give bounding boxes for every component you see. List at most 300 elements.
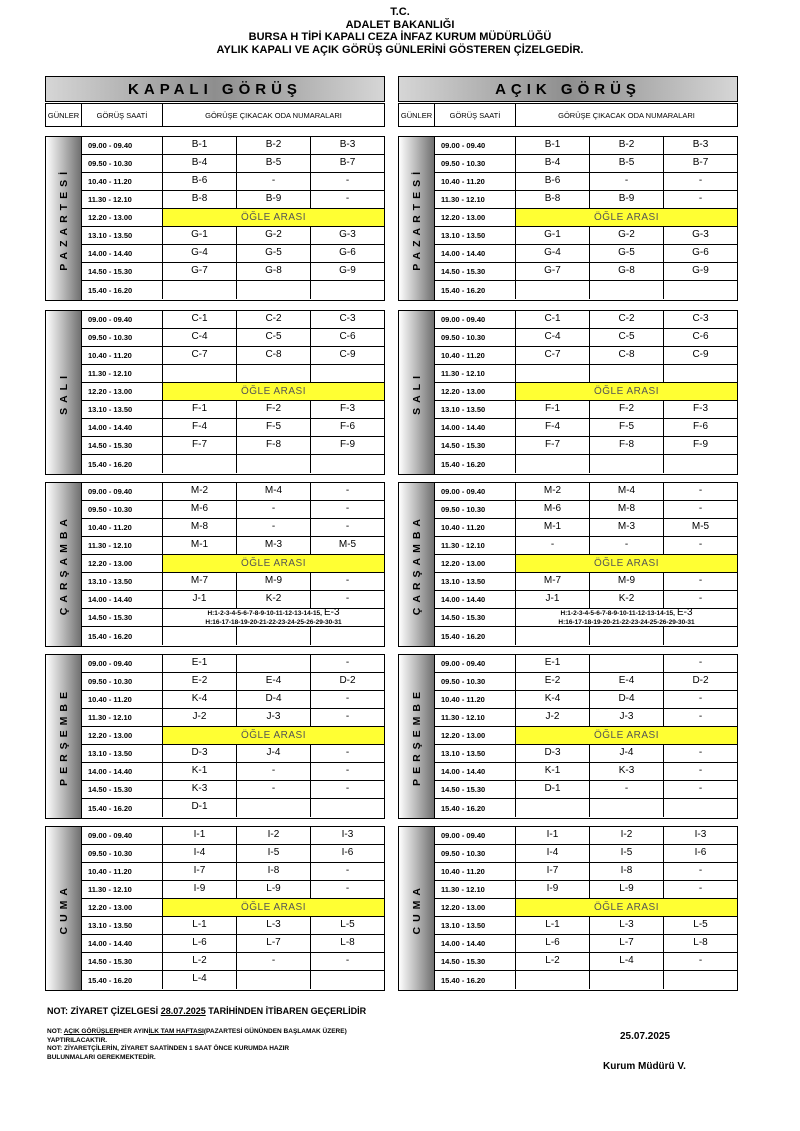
room-cell: M-2 (516, 483, 590, 500)
document-date: 25.07.2025 (620, 1031, 671, 1042)
room-cell: C-6 (692, 330, 709, 342)
day-block-1 (45, 310, 385, 475)
time-slot: 14.50 - 15.30 (435, 437, 516, 454)
day-rows (82, 137, 384, 300)
room-cell: - (345, 592, 350, 604)
room-cell (664, 455, 737, 473)
time-slot: 09.00 - 09.40 (435, 827, 516, 844)
column-header-days: GÜNLER (46, 104, 82, 126)
room-cell: K-3 (590, 763, 664, 780)
room-cell: J-3 (237, 709, 311, 726)
lunch-break-cell: ÖĞLE ARASI (163, 209, 384, 226)
time-slot: 10.40 - 11.20 (82, 347, 163, 364)
table-row (435, 673, 737, 691)
room-cell: C-5 (237, 329, 311, 346)
column-header-rooms: GÖRÜŞE ÇIKACAK ODA NUMARALARI (558, 110, 695, 120)
room-cell: M-1 (163, 537, 237, 554)
table-row (82, 365, 384, 383)
lunch-break-cell: ÖĞLE ARASI (516, 209, 737, 226)
room-cell: M-7 (163, 573, 237, 590)
room-cell: F-3 (693, 402, 708, 414)
room-cell (664, 627, 737, 645)
room-cell: I-3 (694, 828, 707, 840)
table-row (82, 155, 384, 173)
room-cell (237, 281, 311, 299)
room-cell: E-1 (163, 655, 237, 672)
time-slot: 14.00 - 14.40 (82, 591, 163, 608)
table-row (435, 609, 737, 627)
time-slot: 13.10 - 13.50 (82, 573, 163, 590)
room-cell: F-3 (340, 402, 355, 414)
table-row (82, 347, 384, 365)
special-line-2: H:16-17-18-19-20-21-22-23-24-25-26-29-30-31 (205, 619, 342, 626)
room-cell: G-7 (516, 263, 590, 280)
table-row (435, 347, 737, 365)
room-cell: G-6 (692, 246, 709, 258)
room-cell: - (698, 954, 703, 966)
room-cell: G-1 (163, 227, 237, 244)
room-cell: G-6 (339, 246, 356, 258)
day-cell (399, 311, 435, 474)
time-slot: 12.20 - 13.00 (82, 727, 163, 744)
room-cell: C-4 (163, 329, 237, 346)
table-row (435, 899, 737, 917)
column-header (45, 103, 385, 127)
room-cell: L-2 (163, 953, 237, 970)
table-row (435, 311, 737, 329)
time-slot: 13.10 - 13.50 (435, 573, 516, 590)
day-block-4 (45, 826, 385, 991)
room-cell: L-1 (516, 917, 590, 934)
room-cell: L-8 (693, 936, 708, 948)
column-header-time: GÖRÜŞ SAATİ (435, 104, 516, 126)
room-cell: G-2 (590, 227, 664, 244)
table-row (82, 173, 384, 191)
room-cell: G-3 (339, 228, 356, 240)
time-slot: 14.50 - 15.30 (82, 953, 163, 970)
room-cell: F-8 (590, 437, 664, 454)
room-cell: C-6 (339, 330, 356, 342)
section-title: KAPALI GÖRÜŞ (45, 76, 385, 102)
day-cell (399, 827, 435, 990)
lunch-break-cell: ÖĞLE ARASI (163, 899, 384, 916)
table-row (435, 501, 737, 519)
room-cell: L-1 (163, 917, 237, 934)
room-cell: D-4 (590, 691, 664, 708)
table-row (435, 845, 737, 863)
room-cell (237, 365, 311, 382)
lunch-break-cell: ÖĞLE ARASI (163, 383, 384, 400)
table-row (82, 419, 384, 437)
room-cell: - (590, 781, 664, 798)
time-slot: 10.40 - 11.20 (435, 519, 516, 536)
time-slot: 09.50 - 10.30 (82, 155, 163, 172)
table-row (435, 401, 737, 419)
room-cell: I-8 (237, 863, 311, 880)
room-cell: I-4 (516, 845, 590, 862)
time-slot: 09.00 - 09.40 (435, 483, 516, 500)
table-row (82, 437, 384, 455)
table-row (82, 745, 384, 763)
day-name: CUMA (57, 882, 70, 935)
day-block-4 (398, 826, 738, 991)
day-name: SALI (57, 370, 70, 415)
table-row (435, 917, 737, 935)
table-row (82, 971, 384, 989)
room-cell: J-3 (590, 709, 664, 726)
table-row (82, 917, 384, 935)
time-slot: 11.30 - 12.10 (435, 191, 516, 208)
room-cell: B-8 (163, 191, 237, 208)
room-cell: B-9 (590, 191, 664, 208)
room-cell: F-2 (590, 401, 664, 418)
room-cell: B-1 (163, 137, 237, 154)
room-cell: C-4 (516, 329, 590, 346)
time-slot: 09.00 - 09.40 (82, 137, 163, 154)
time-slot: 09.00 - 09.40 (82, 655, 163, 672)
time-slot: 09.00 - 09.40 (82, 483, 163, 500)
table-row (82, 501, 384, 519)
room-cell: - (237, 781, 311, 798)
room-cell: C-7 (516, 347, 590, 364)
room-cell: G-5 (237, 245, 311, 262)
room-cell: L-5 (340, 918, 355, 930)
time-slot: 13.10 - 13.50 (82, 227, 163, 244)
room-cell: - (698, 764, 703, 776)
room-cell (516, 365, 590, 382)
time-slot: 11.30 - 12.10 (435, 365, 516, 382)
room-cell: L-6 (163, 935, 237, 952)
day-name: PAZARTESİ (410, 166, 423, 271)
room-cell (516, 799, 590, 817)
room-cell (590, 365, 664, 382)
room-cell: C-5 (590, 329, 664, 346)
table-row (82, 281, 384, 299)
room-cell: K-4 (163, 691, 237, 708)
room-cell: D-1 (163, 799, 237, 817)
room-cell: I-5 (237, 845, 311, 862)
room-cell: E-1 (516, 655, 590, 672)
table-row (82, 655, 384, 673)
lunch-break-cell: ÖĞLE ARASI (516, 727, 737, 744)
room-cell (664, 971, 737, 989)
room-cell: - (345, 502, 350, 514)
day-name: ÇARŞAMBA (57, 513, 70, 616)
room-cell: F-4 (163, 419, 237, 436)
room-cell: - (345, 764, 350, 776)
day-rows (435, 827, 737, 990)
room-cell: G-9 (339, 264, 356, 276)
room-cell: - (698, 592, 703, 604)
table-row (82, 781, 384, 799)
time-slot: 14.50 - 15.30 (82, 781, 163, 798)
special-room: E-3 (676, 607, 693, 618)
table-row (82, 899, 384, 917)
lunch-break-cell: ÖĞLE ARASI (516, 899, 737, 916)
table-row (82, 137, 384, 155)
room-cell: - (698, 656, 703, 668)
time-slot: 09.50 - 10.30 (435, 673, 516, 690)
time-slot: 14.50 - 15.30 (435, 609, 516, 626)
table-row (82, 881, 384, 899)
table-row (435, 537, 737, 555)
room-cell: F-9 (693, 438, 708, 450)
day-rows (435, 311, 737, 474)
room-cell: G-3 (692, 228, 709, 240)
room-cell: M-4 (237, 483, 311, 500)
header-line-tc: T.C. (390, 6, 410, 18)
time-slot: 10.40 - 11.20 (82, 863, 163, 880)
room-cell: - (345, 954, 350, 966)
time-slot: 14.00 - 14.40 (82, 935, 163, 952)
table-row (435, 519, 737, 537)
room-cell: B-7 (692, 156, 709, 168)
table-row (82, 691, 384, 709)
column-header-time: GÖRÜŞ SAATİ (82, 104, 163, 126)
room-cell: C-2 (237, 311, 311, 328)
room-cell: D-2 (339, 674, 356, 686)
time-slot: 11.30 - 12.10 (82, 881, 163, 898)
room-cell: I-7 (516, 863, 590, 880)
time-slot: 09.00 - 09.40 (435, 137, 516, 154)
table-row (82, 537, 384, 555)
table-row (82, 227, 384, 245)
room-cell: F-5 (237, 419, 311, 436)
room-cell: I-7 (163, 863, 237, 880)
time-slot: 12.20 - 13.00 (435, 899, 516, 916)
room-cell (163, 455, 237, 473)
room-cell: - (698, 882, 703, 894)
room-cell: E-4 (237, 673, 311, 690)
time-slot: 12.20 - 13.00 (435, 555, 516, 572)
room-cell: - (516, 537, 590, 554)
room-cell: - (590, 173, 664, 190)
room-cell: F-9 (340, 438, 355, 450)
day-rows (82, 311, 384, 474)
room-cell: - (698, 692, 703, 704)
room-cell (237, 799, 311, 817)
room-cell: F-1 (516, 401, 590, 418)
room-cell: M-8 (163, 519, 237, 536)
special-rooms-cell (516, 609, 737, 626)
time-slot: 09.50 - 10.30 (435, 329, 516, 346)
room-cell: G-2 (237, 227, 311, 244)
lunch-break-cell: ÖĞLE ARASI (163, 555, 384, 572)
room-cell: F-1 (163, 401, 237, 418)
time-slot: 13.10 - 13.50 (82, 917, 163, 934)
room-cell: F-8 (237, 437, 311, 454)
room-cell: F-2 (237, 401, 311, 418)
room-cell (664, 365, 737, 382)
time-slot: 14.00 - 14.40 (435, 935, 516, 952)
room-cell (590, 627, 664, 645)
room-cell: - (345, 692, 350, 704)
time-slot: 12.20 - 13.00 (435, 209, 516, 226)
room-cell: B-9 (237, 191, 311, 208)
time-slot: 10.40 - 11.20 (435, 863, 516, 880)
room-cell: B-8 (516, 191, 590, 208)
room-cell (311, 455, 384, 473)
time-slot: 15.40 - 16.20 (82, 627, 163, 645)
day-block-3 (398, 654, 738, 819)
room-cell: - (237, 953, 311, 970)
time-slot: 14.00 - 14.40 (82, 763, 163, 780)
time-slot: 15.40 - 16.20 (435, 799, 516, 817)
room-cell: I-3 (341, 828, 354, 840)
room-cell (311, 281, 384, 299)
room-cell: F-6 (693, 420, 708, 432)
room-cell: L-6 (516, 935, 590, 952)
room-cell: B-1 (516, 137, 590, 154)
time-slot: 13.10 - 13.50 (435, 745, 516, 762)
room-cell: K-2 (590, 591, 664, 608)
room-cell: - (698, 538, 703, 550)
time-slot: 15.40 - 16.20 (435, 971, 516, 989)
room-cell: C-3 (692, 312, 709, 324)
time-slot: 09.50 - 10.30 (82, 673, 163, 690)
room-cell: - (237, 763, 311, 780)
room-cell: I-1 (516, 827, 590, 844)
room-cell: B-2 (237, 137, 311, 154)
room-cell: E-4 (590, 673, 664, 690)
special-room: E-3 (323, 607, 340, 618)
special-line-1: H:1-2-3-4-5-6-7-8-9-10-11-12-13-14-15, (560, 610, 675, 617)
time-slot: 13.10 - 13.50 (82, 401, 163, 418)
time-slot: 14.50 - 15.30 (82, 263, 163, 280)
room-cell: M-3 (590, 519, 664, 536)
day-rows (435, 655, 737, 818)
room-cell: M-8 (590, 501, 664, 518)
room-cell: K-2 (237, 591, 311, 608)
room-cell: C-1 (163, 311, 237, 328)
room-cell: C-3 (339, 312, 356, 324)
room-cell: M-6 (163, 501, 237, 518)
room-cell: - (698, 484, 703, 496)
room-cell: K-4 (516, 691, 590, 708)
section-title: AÇIK GÖRÜŞ (398, 76, 738, 102)
room-cell: I-2 (590, 827, 664, 844)
table-row (435, 573, 737, 591)
day-rows (82, 483, 384, 646)
room-cell: - (345, 782, 350, 794)
room-cell: - (698, 502, 703, 514)
table-row (435, 227, 737, 245)
table-row (82, 483, 384, 501)
room-cell: B-2 (590, 137, 664, 154)
room-cell: I-9 (516, 881, 590, 898)
time-slot: 15.40 - 16.20 (435, 455, 516, 473)
room-cell: - (698, 746, 703, 758)
header-line-institution: BURSA H TİPİ KAPALI CEZA İNFAZ KURUM MÜDÜRLÜĞÜ (248, 31, 552, 43)
room-cell: M-9 (237, 573, 311, 590)
room-cell: - (345, 484, 350, 496)
day-cell (46, 827, 82, 990)
table-row (82, 401, 384, 419)
room-cell: M-5 (338, 538, 357, 550)
room-cell: K-1 (516, 763, 590, 780)
day-cell (399, 137, 435, 300)
time-slot: 14.00 - 14.40 (435, 419, 516, 436)
room-cell: B-4 (163, 155, 237, 172)
room-cell: - (345, 174, 350, 186)
room-cell: C-8 (590, 347, 664, 364)
time-slot: 11.30 - 12.10 (82, 365, 163, 382)
time-slot: 09.50 - 10.30 (435, 501, 516, 518)
day-name: PAZARTESİ (57, 166, 70, 271)
room-cell: J-4 (590, 745, 664, 762)
table-row (435, 383, 737, 401)
column-header-rooms: GÖRÜŞE ÇIKACAK ODA NUMARALARI (205, 110, 342, 120)
room-cell: L-4 (163, 971, 237, 989)
time-slot: 15.40 - 16.20 (82, 799, 163, 817)
room-cell: - (345, 882, 350, 894)
room-cell: I-8 (590, 863, 664, 880)
room-cell: B-6 (516, 173, 590, 190)
table-row (435, 781, 737, 799)
day-name: CUMA (410, 882, 423, 935)
room-cell: C-7 (163, 347, 237, 364)
table-row (435, 881, 737, 899)
table-row (82, 263, 384, 281)
time-slot: 12.20 - 13.00 (82, 899, 163, 916)
table-row (435, 827, 737, 845)
room-cell: G-7 (163, 263, 237, 280)
time-slot: 15.40 - 16.20 (435, 281, 516, 299)
room-cell: G-9 (692, 264, 709, 276)
validity-note: NOT: ZİYARET ÇİZELGESİ 28.07.2025 TARİHİNDEN İTİBAREN GEÇERLİDİR (47, 1006, 367, 1016)
lunch-break-cell: ÖĞLE ARASI (163, 727, 384, 744)
time-slot: 12.20 - 13.00 (82, 209, 163, 226)
day-cell (399, 483, 435, 646)
time-slot: 14.50 - 15.30 (82, 609, 163, 626)
table-row (435, 953, 737, 971)
room-cell: - (698, 192, 703, 204)
room-cell: I-4 (163, 845, 237, 862)
time-slot: 10.40 - 11.20 (435, 173, 516, 190)
room-cell: - (698, 864, 703, 876)
room-cell: G-8 (590, 263, 664, 280)
signature: Kurum Müdürü V. (603, 1061, 686, 1072)
table-row (82, 383, 384, 401)
time-slot: 13.10 - 13.50 (82, 745, 163, 762)
time-slot: 15.40 - 16.20 (82, 455, 163, 473)
table-row (82, 329, 384, 347)
time-slot: 09.00 - 09.40 (82, 311, 163, 328)
time-slot: 11.30 - 12.10 (82, 537, 163, 554)
room-cell: F-4 (516, 419, 590, 436)
room-cell (516, 281, 590, 299)
room-cell (590, 655, 664, 672)
day-cell (46, 483, 82, 646)
room-cell: L-7 (590, 935, 664, 952)
day-name: SALI (410, 370, 423, 415)
room-cell: M-9 (590, 573, 664, 590)
room-cell: G-5 (590, 245, 664, 262)
table-row (82, 673, 384, 691)
day-block-0 (45, 136, 385, 301)
table-row (82, 845, 384, 863)
room-cell: L-3 (237, 917, 311, 934)
table-row (82, 311, 384, 329)
room-cell (163, 365, 237, 382)
room-cell: L-5 (693, 918, 708, 930)
table-row (82, 863, 384, 881)
table-row (82, 191, 384, 209)
time-slot: 13.10 - 13.50 (435, 917, 516, 934)
room-cell: - (237, 173, 311, 190)
room-cell: J-2 (516, 709, 590, 726)
room-cell: I-6 (694, 846, 707, 858)
